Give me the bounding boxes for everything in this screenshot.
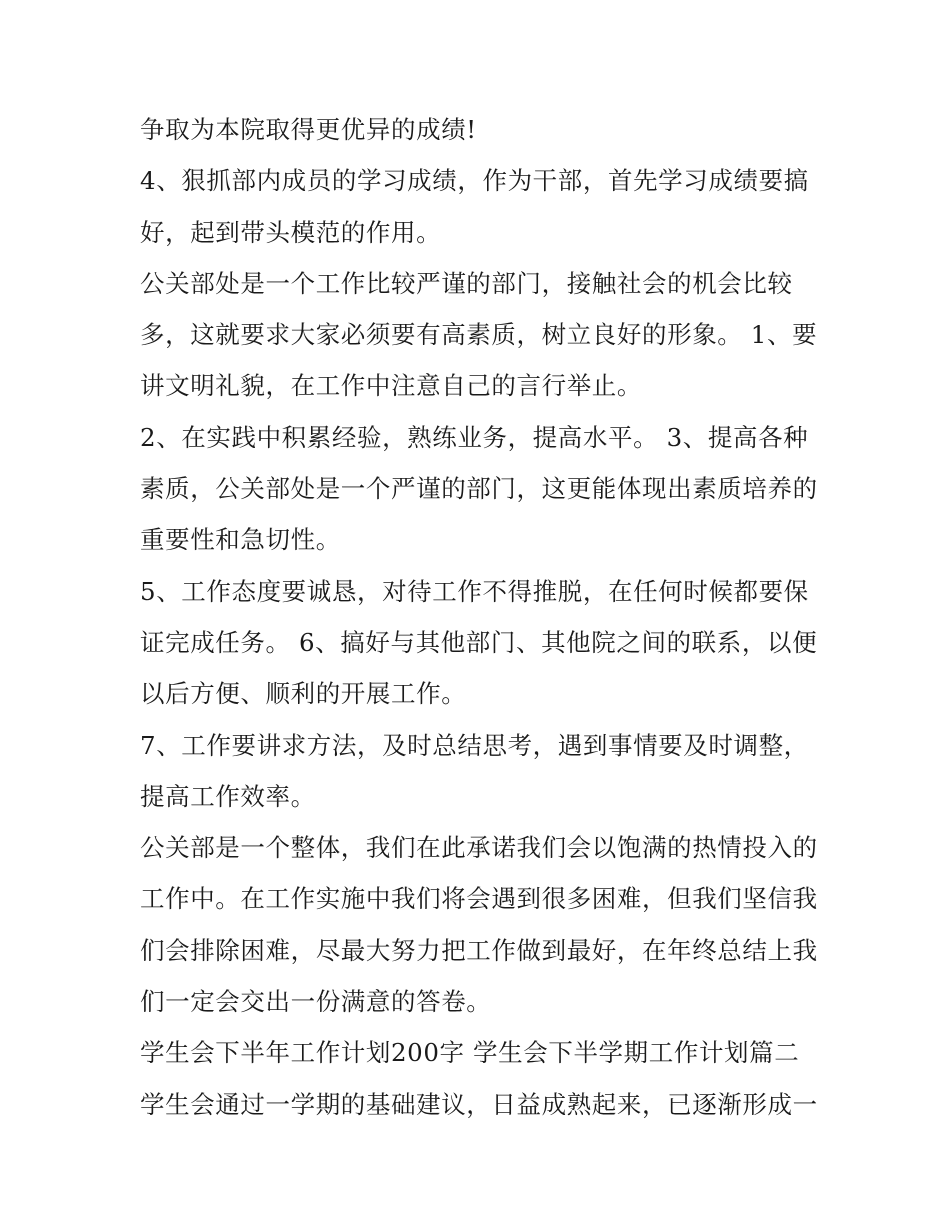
paragraph-2: 4、狠抓部内成员的学习成绩，作为干部，首先学习成绩要搞好，起到带头模范的作用。 xyxy=(140,166,809,247)
paragraph-6: 7、工作要讲求方法，及时总结思考，遇到事情要及时调整，提高工作效率。 xyxy=(140,730,809,811)
paragraph-9: 学生会通过一学期的基础建议，日益成熟起来，已逐渐形成一 xyxy=(140,1089,818,1119)
paragraph-1: 争取为本院取得更优异的成绩! xyxy=(140,115,477,144)
paragraph-7: 公关部是一个整体，我们在此承诺我们会以饱满的热情投入的工作中。在工作实施中我们将会遇到很多困难，但我们坚信我们会排除困难，尽最大努力把工作做到最好，在年终总结上我们一定会交出一份满意的答卷。 xyxy=(140,833,818,1017)
paragraph-5: 5、工作态度要诚恳，对待工作不得推脱，在任何时候都要保证完成任务。 6、搞好与其他部门、其他院之间的联系，以便以后方便、顺利的开展工作。 xyxy=(140,576,818,709)
paragraph-4: 2、在实践中积累经验，熟练业务，提高水平。 3、提高各种素质，公关部处是一个严谨的部门，这更能体现出素质培养的重要性和急切性。 xyxy=(140,422,818,555)
paragraph-8: 学生会下半年工作计划200字 学生会下半学期工作计划篇二 xyxy=(140,1038,800,1068)
document-body xyxy=(140,104,820,1130)
paragraph-3: 公关部处是一个工作比较严谨的部门，接触社会的机会比较多，这就要求大家必须要有高素质，树立良好的形象。 1、要讲文明礼貌，在工作中注意自己的言行举止。 xyxy=(140,268,818,401)
